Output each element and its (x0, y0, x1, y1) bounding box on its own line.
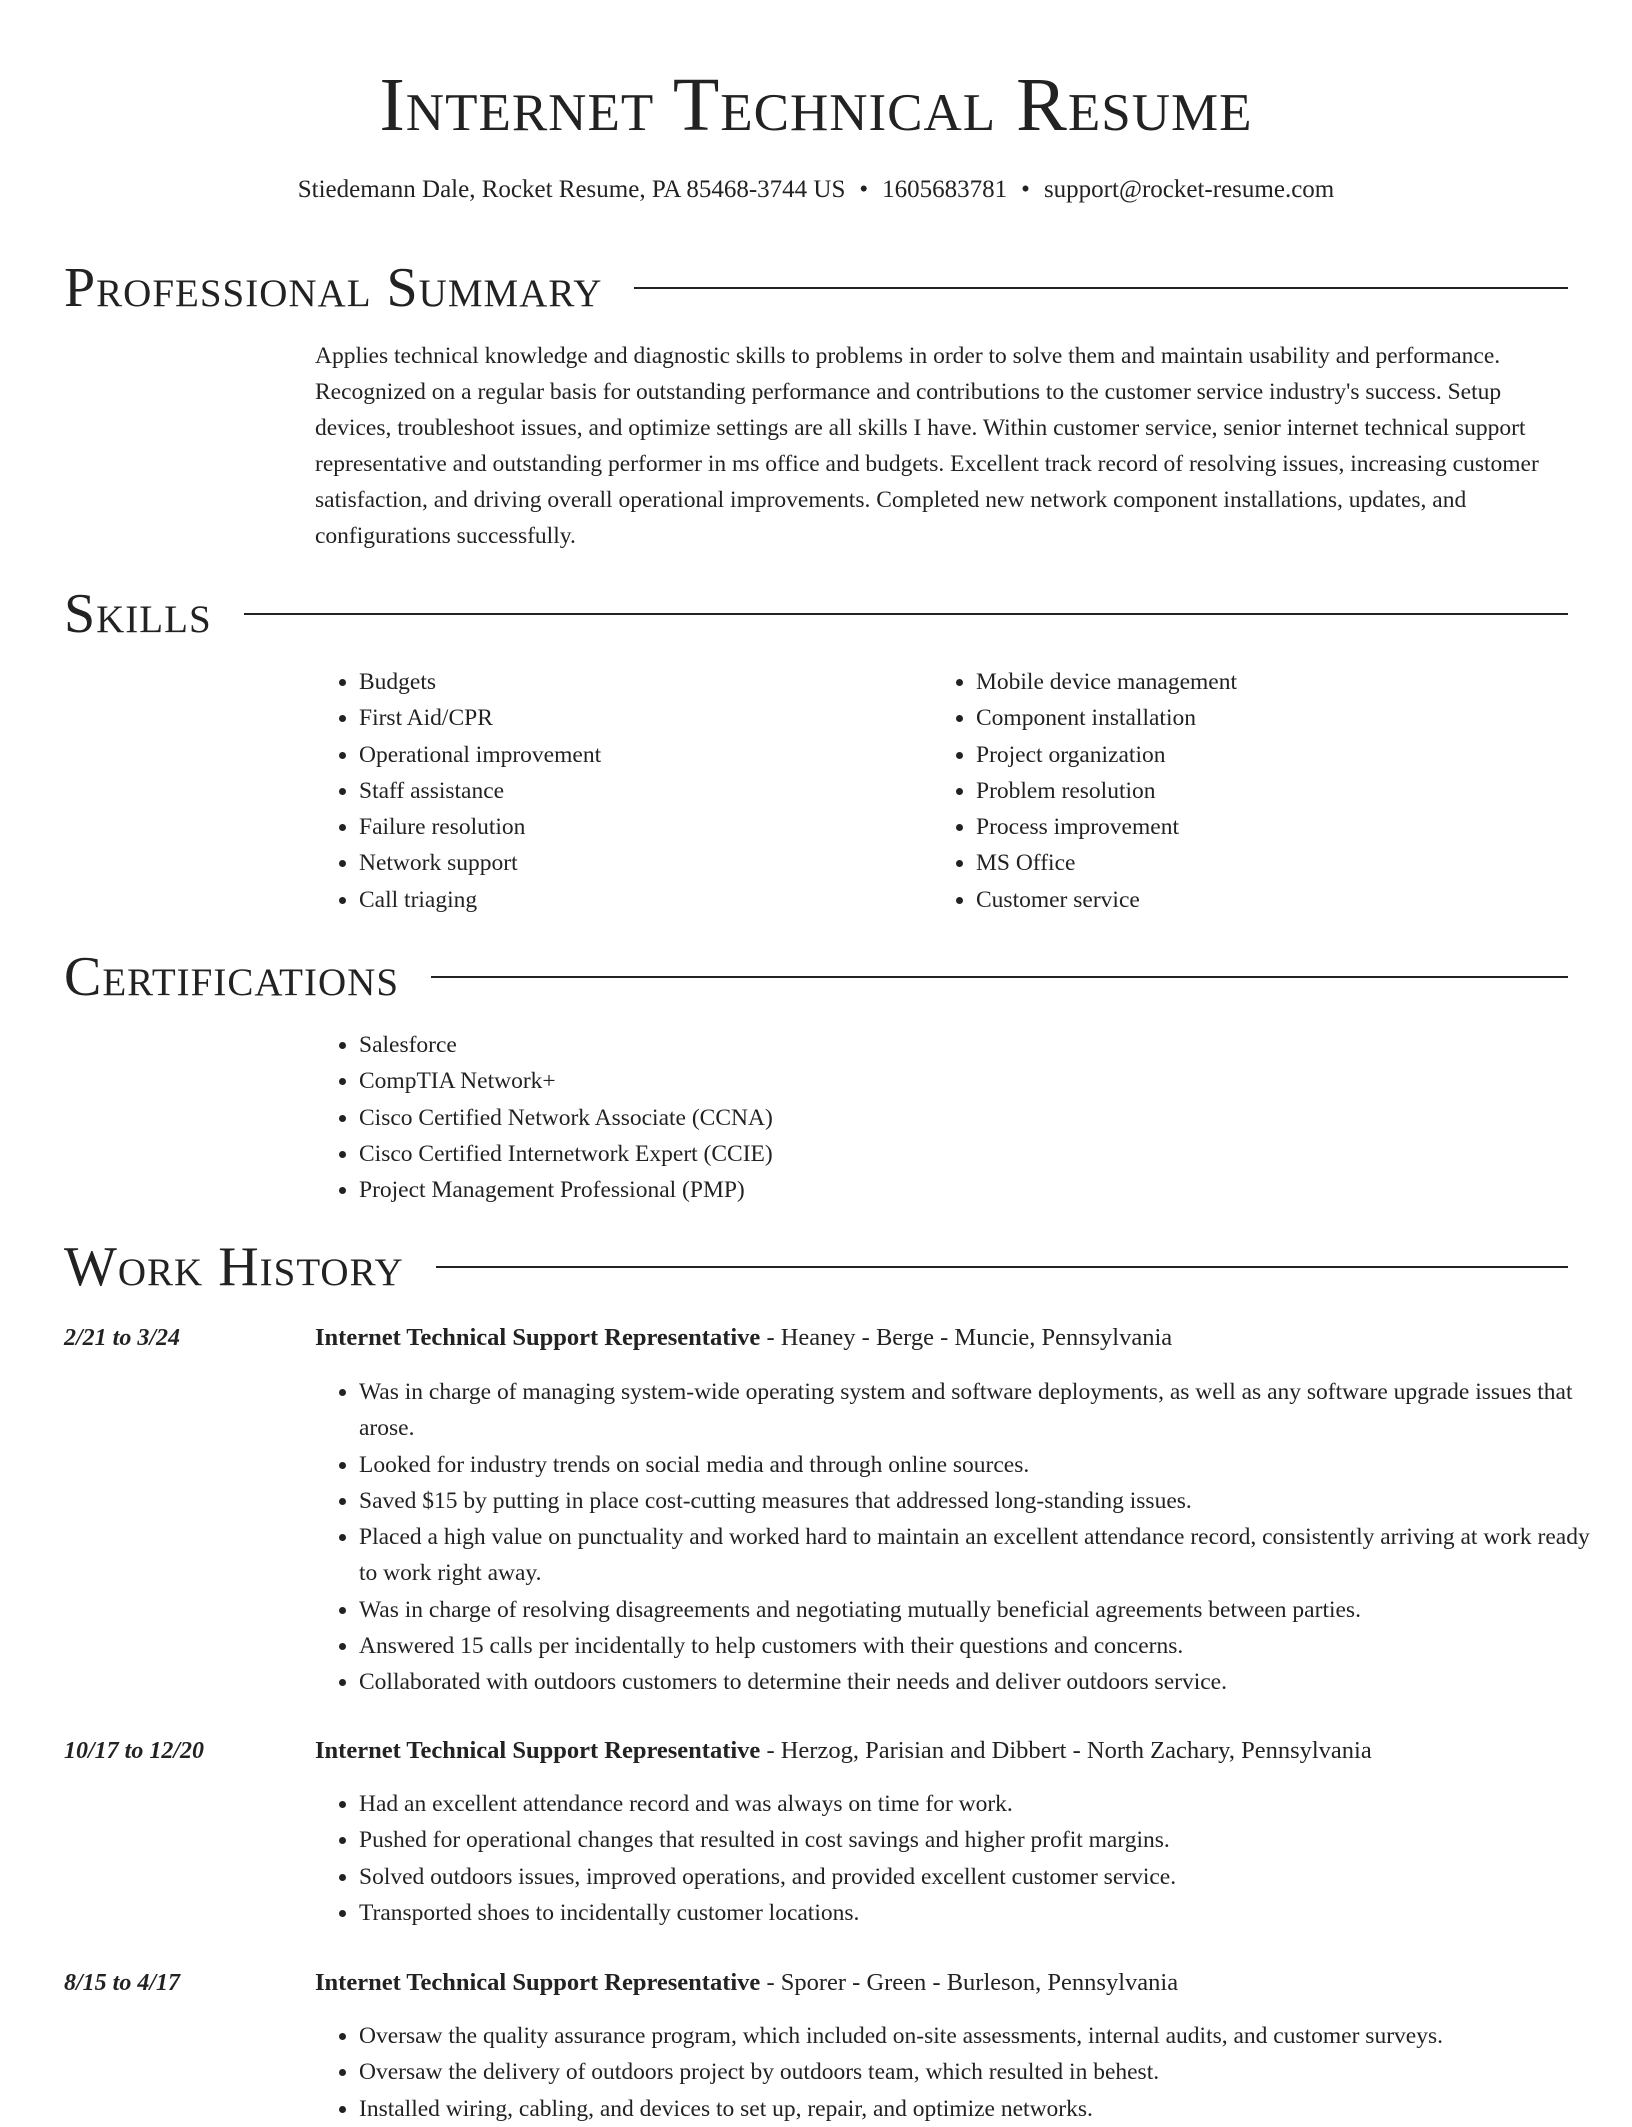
certification-item: • Cisco Certified Network Associate (CCNA) (359, 1100, 1559, 1136)
skill-item: • Customer service (976, 882, 1576, 918)
job-bullet: • Placed a high value on punctuality and worked hard to maintain an excellent attendance record, consistently arriving at work ready to work right away. (359, 1519, 1612, 1592)
job-dates: 8/15 to 4/17 (64, 1970, 181, 1996)
skills-list-left (315, 664, 899, 918)
contact-separator: • (859, 176, 869, 203)
job-bullet: • Had an excellent attendance record and was always on time for work. (359, 1786, 1612, 1822)
skill-item: • Operational improvement (359, 737, 899, 773)
contact-separator: • (1021, 176, 1030, 203)
job-bullet: • Saved $15 by putting in place cost-cutting measures that addressed long-standing issues. (359, 1483, 1612, 1519)
skill-item: • Process improvement (976, 809, 1576, 845)
job-title: Internet Technical Support Representative (315, 1324, 761, 1351)
certifications-list (315, 1027, 1559, 1208)
skill-item: • MS Office (976, 845, 1576, 881)
contact-phone: 1605683781 (882, 176, 1008, 203)
job-bullet: • Collaborated with outdoors customers to determine their needs and deliver outdoors service. (359, 1664, 1612, 1700)
skills-section-header (64, 582, 1568, 646)
certification-item: • Cisco Certified Internetwork Expert (CCIE) (359, 1136, 1559, 1172)
certifications-section-header (64, 945, 1568, 1009)
section-divider (431, 976, 1568, 978)
job-dates: 10/17 to 12/20 (64, 1738, 205, 1764)
certification-item: • Salesforce (359, 1027, 1559, 1063)
skill-item: • Call triaging (359, 882, 899, 918)
job-heading (315, 1965, 1568, 2001)
job-bullet: • Was in charge of resolving disagreements and negotiating mutually beneficial agreements between parties. (359, 1592, 1612, 1628)
skill-item: • Problem resolution (976, 773, 1576, 809)
job-bullet: • Solved outdoors issues, improved operations, and provided excellent customer service. (359, 1859, 1612, 1895)
job-bullet: • Oversaw the delivery of outdoors project by outdoors team, which resulted in behest. (359, 2054, 1612, 2090)
contact-line (0, 172, 1632, 208)
job-bullet: • Looked for industry trends on social media and through online sources. (359, 1447, 1612, 1483)
certifications-heading: Certifications (64, 946, 400, 1008)
skill-item: • Staff assistance (359, 773, 899, 809)
job-bullets (315, 1786, 1612, 1931)
skill-item: • Project organization (976, 737, 1576, 773)
job-dates: 2/21 to 3/24 (64, 1325, 181, 1351)
certification-item: • CompTIA Network+ (359, 1063, 1559, 1099)
summary-heading: Professional Summary (64, 257, 603, 319)
work-history-heading: Work History (64, 1236, 404, 1298)
job-heading (315, 1733, 1568, 1769)
job-bullet: • Installed wiring, cabling, and devices to set up, repair, and optimize networks. (359, 2091, 1612, 2127)
job-heading (315, 1320, 1568, 1356)
skill-item: • First Aid/CPR (359, 700, 899, 736)
resume-title: Internet Technical Resume (379, 63, 1253, 147)
work-history-section-header (64, 1235, 1568, 1299)
job-bullet: • Was in charge of managing system-wide operating system and software deployments, as well as any software upgrade issues that arose. (359, 1374, 1612, 1447)
section-divider (634, 287, 1568, 289)
job-company: - Sporer - Green - Burleson, Pennsylvania (760, 1969, 1179, 1996)
summary-section-header (64, 256, 1568, 320)
job-title: Internet Technical Support Representative (315, 1969, 761, 1996)
skill-item: • Failure resolution (359, 809, 899, 845)
skills-heading: Skills (64, 583, 212, 645)
job-title: Internet Technical Support Representative (315, 1737, 761, 1764)
skill-item: • Component installation (976, 700, 1576, 736)
contact-email: support@rocket-resume.com (1043, 176, 1335, 203)
skill-item: • Budgets (359, 664, 899, 700)
skill-item: • Network support (359, 845, 899, 881)
skills-list-right (932, 664, 1576, 918)
section-divider (436, 1266, 1568, 1268)
contact-address: Stiedemann Dale, Rocket Resume, PA 85468-3744 US (297, 176, 846, 203)
skill-item: • Mobile device management (976, 664, 1576, 700)
job-bullet: • Pushed for operational changes that resulted in cost savings and higher profit margins. (359, 1822, 1612, 1858)
summary-text: Applies technical knowledge and diagnostic skills to problems in order to solve them and maintain usability and performance. Recognized on a regular basis for outstanding performance and contributions to the customer service industry's success. Setup devices, troubleshoot issues, and optimize settings are all skills I have. Within customer service, senior internet technical support representative and outstanding performer in ms office and budgets. Excellent track record of resolving issues, increasing customer satisfaction, and driving overall operational improvements. Completed new network component installations, updates, and configurations successfully. (315, 343, 1539, 549)
job-company: - Herzog, Parisian and Dibbert - North Zachary, Pennsylvania (760, 1737, 1372, 1764)
job-bullets (315, 2018, 1612, 2127)
certification-item: • Project Management Professional (PMP) (359, 1172, 1559, 1208)
job-bullet: • Transported shoes to incidentally customer locations. (359, 1895, 1612, 1931)
job-bullet: • Answered 15 calls per incidentally to help customers with their questions and concerns. (359, 1628, 1612, 1664)
section-divider (244, 613, 1568, 615)
job-bullets (315, 1374, 1612, 1701)
job-company: - Heaney - Berge - Muncie, Pennsylvania (760, 1324, 1173, 1351)
job-bullet: • Oversaw the quality assurance program, which included on-site assessments, internal audits, and customer surveys. (359, 2018, 1612, 2054)
